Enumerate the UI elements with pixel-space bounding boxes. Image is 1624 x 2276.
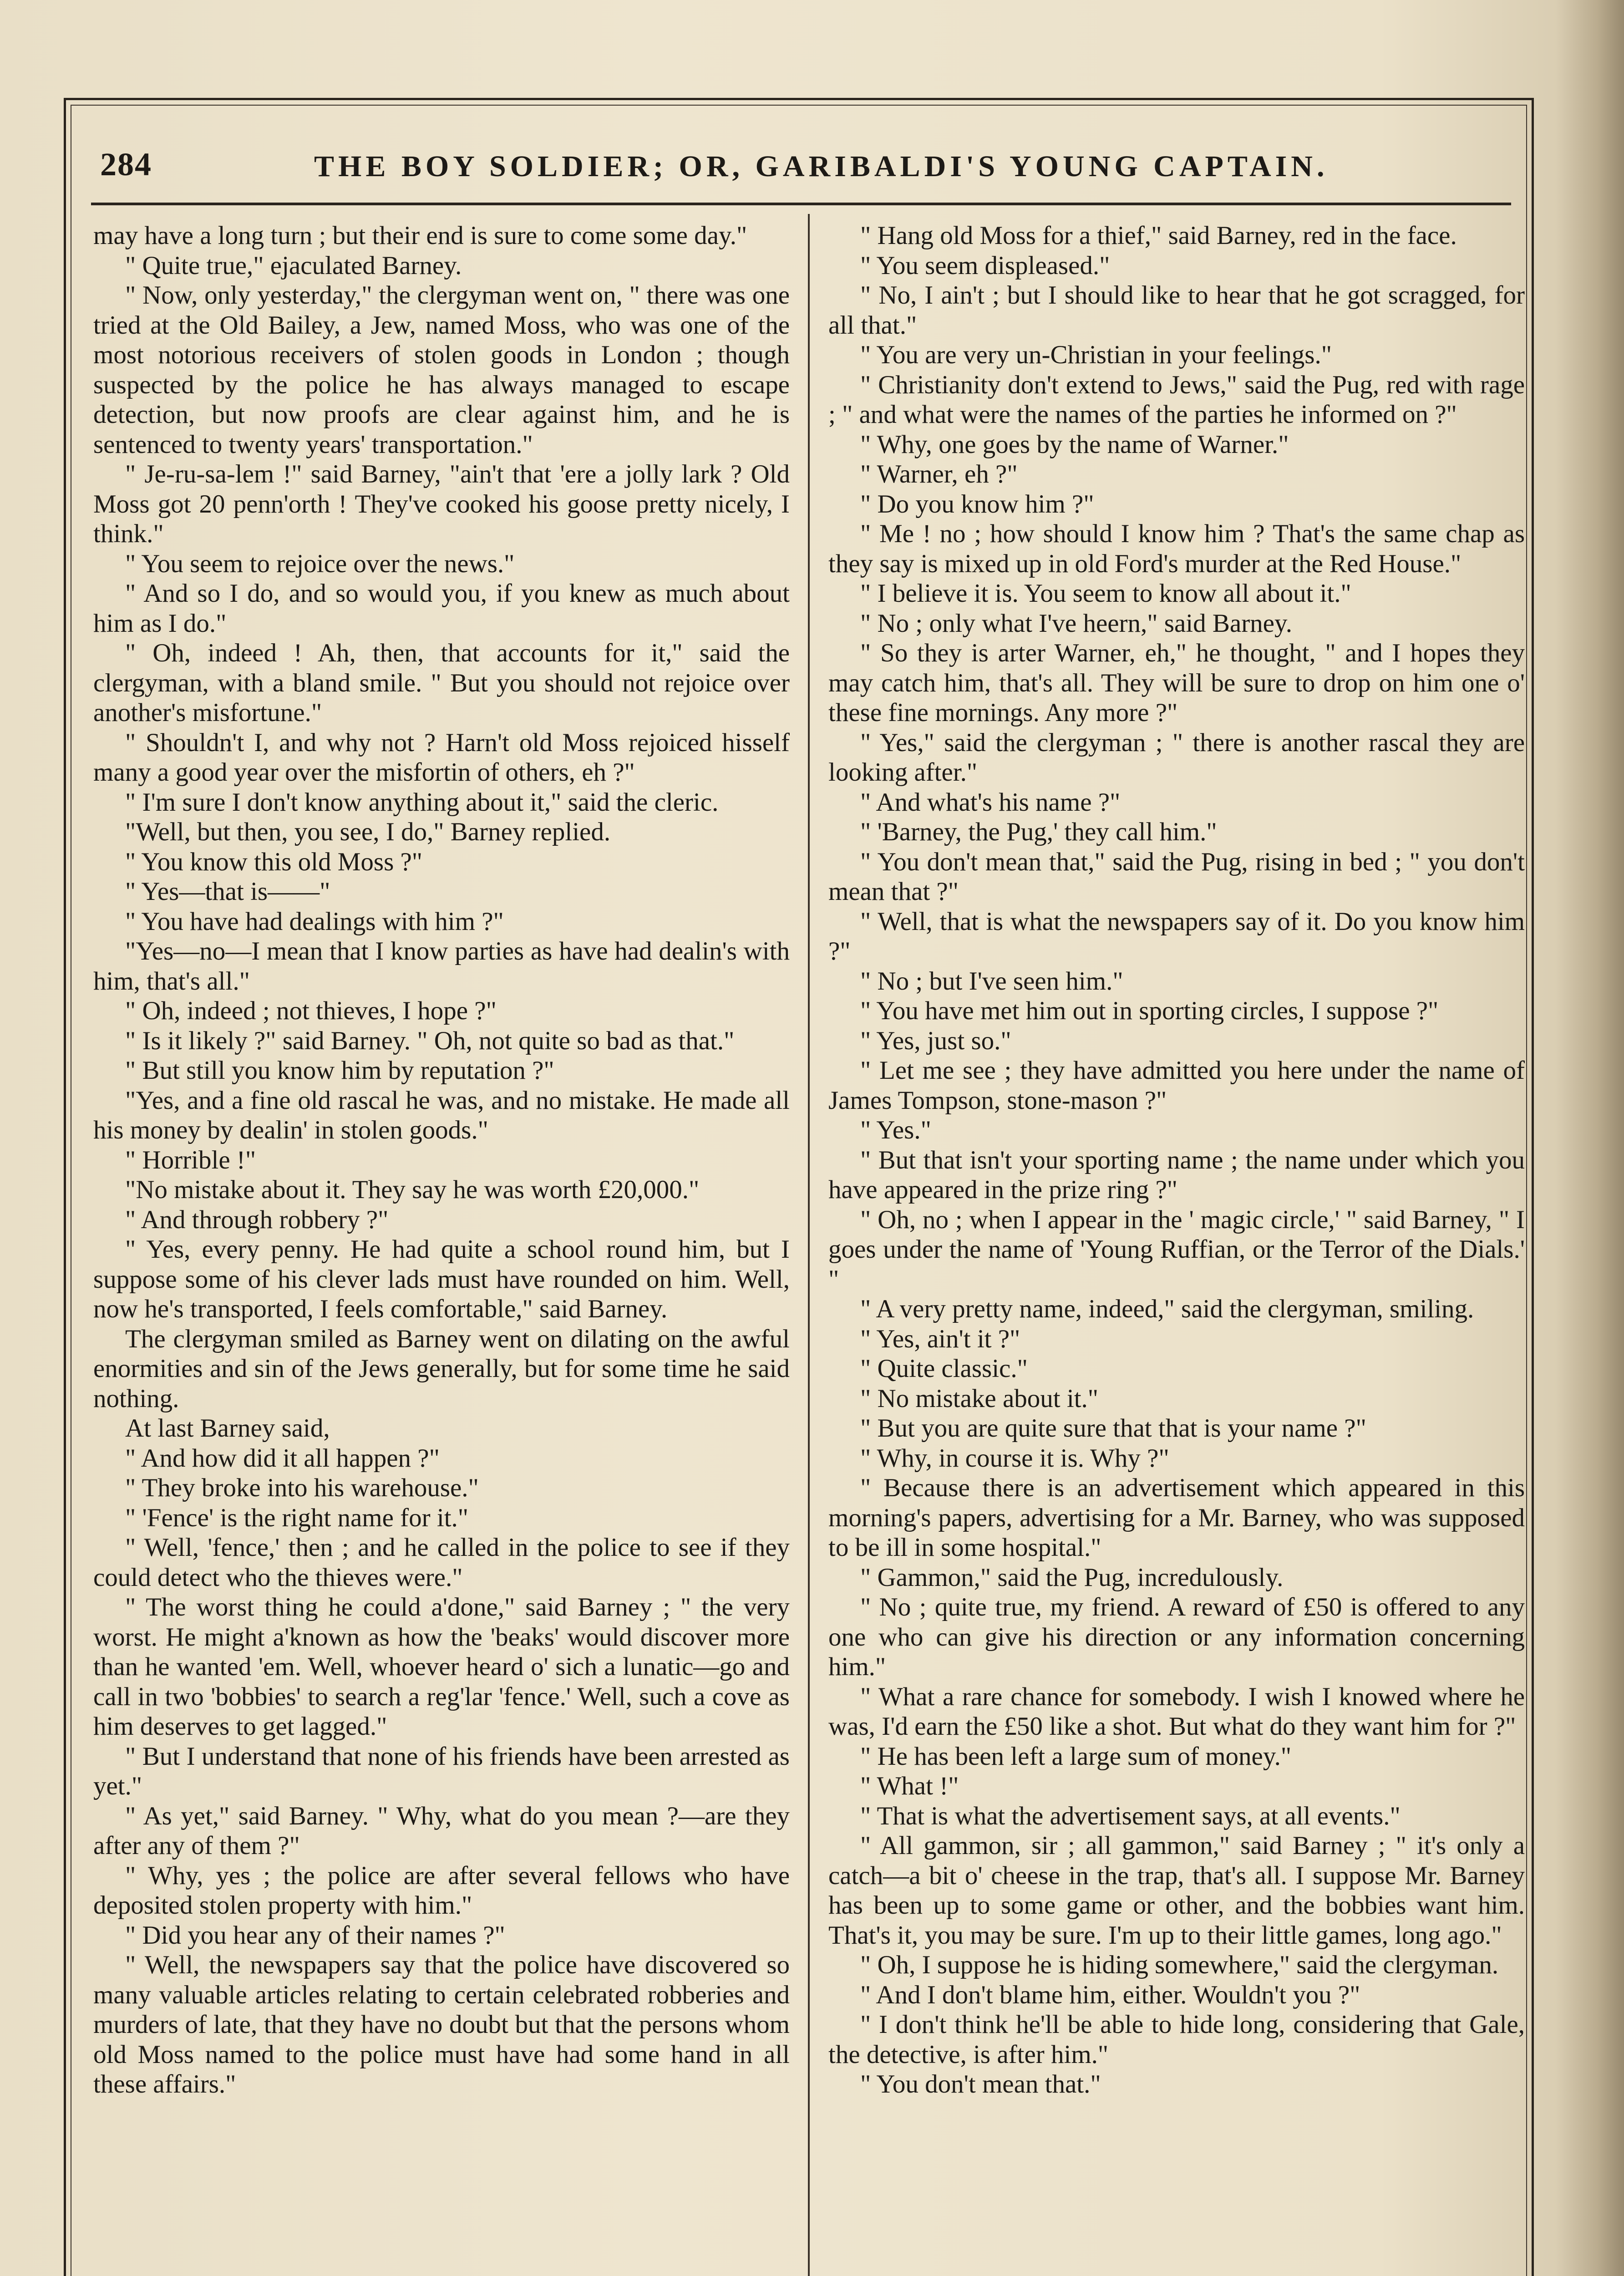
paragraph: " Now, only yesterday," the clergyman went on, " there was one tried at the Old Bailey, a Jew, named Moss, who was one of the most notorious receivers of stolen goods in London ; though suspected by the police he has always managed to escape detection, but now proofs are clear against him, and he is sentenced to twenty years' transportation." [93, 281, 790, 459]
paragraph: " No ; only what I've heern," said Barney. [860, 609, 1293, 638]
paragraph: " Je-ru-sa-lem !" said Barney, "ain't that 'ere a jolly lark ? Old Moss got 20 penn'orth ! They've cooked his goose pretty nicely, I think." [93, 460, 790, 548]
paragraph: " Warner, eh ?" [860, 460, 1018, 488]
paragraph: " He has been left a large sum of money." [860, 1742, 1292, 1771]
paragraph: " Well, the newspapers say that the police have discovered so many valuable articles relating to certain celebrated robberies and murders of late, that they have no doubt but that the persons whom old Moss named to the police must have had some hand in all these affairs." [93, 1951, 790, 2098]
paragraph: " Me ! no ; how should I know him ? That's the same chap as they say is mixed up in old Ford's murder at the Red House." [828, 519, 1525, 578]
paragraph: " Let me see ; they have admitted you here under the name of James Tompson, stone-mason ?" [828, 1056, 1525, 1115]
paragraph: " All gammon, sir ; all gammon," said Barney ; " it's only a catch—a bit o' cheese in the trap, that's all. I suppose Mr. Barney has been up to some game or other, and the bobbies want him. That's it, you may be sure. I'm up to their little games, long ago." [828, 1831, 1525, 1950]
left-column [93, 221, 790, 2276]
paragraph: "Yes—no—I mean that I know parties as have had dealin's with him, that's all." [93, 937, 790, 996]
paragraph: " No mistake about it." [860, 1384, 1099, 1413]
paragraph: " And so I do, and so would you, if you knew as much about him as I do." [93, 579, 790, 638]
paragraph: " Why, yes ; the police are after several fellows who have deposited stolen property with him." [93, 1861, 790, 1920]
paragraph: " And what's his name ?" [860, 787, 1121, 817]
page-header [91, 137, 1502, 200]
paragraph: " Yes, every penny. He had quite a school round him, but I suppose some of his clever lads must have rounded on him. Well, now he's transported, I feels comfortable," said Barney. [93, 1235, 790, 1323]
paragraph: At last Barney said, [125, 1414, 330, 1443]
paragraph: " And how did it all happen ?" [125, 1443, 440, 1473]
page-spine-shadow [1556, 0, 1624, 2276]
paragraph: " But I understand that none of his friends have been arrested as yet." [93, 1742, 790, 1800]
paragraph: " But still you know him by reputation ?" [125, 1056, 554, 1085]
paragraph: " You don't mean that." [860, 2070, 1101, 2098]
paragraph: " No ; but I've seen him." [860, 966, 1123, 996]
paragraph: " You seem to rejoice over the news." [125, 549, 515, 578]
paragraph: " Quite classic." [860, 1354, 1028, 1383]
paragraph: " Why, in course it is. Why ?" [860, 1443, 1169, 1473]
paragraph: " And I don't blame him, either. Wouldn't you ?" [860, 1980, 1360, 2009]
paragraph: " Yes." [860, 1116, 931, 1144]
paragraph: " 'Fence' is the right name for it." [125, 1503, 469, 1532]
paragraph: " Do you know him ?" [860, 489, 1094, 518]
paragraph: " You have met him out in sporting circles, I suppose ?" [860, 996, 1439, 1025]
paragraph: " Well, that is what the newspapers say of it. Do you know him ?" [828, 907, 1525, 965]
paragraph: " Hang old Moss for a thief," said Barney, red in the face. [860, 221, 1457, 250]
paragraph: "Yes, and a fine old rascal he was, and no mistake. He made all his money by dealin' in stolen goods." [93, 1086, 790, 1144]
paragraph: " Is it likely ?" said Barney. " Oh, not quite so bad as that." [125, 1026, 735, 1055]
paragraph: " No, I ain't ; but I should like to hear that he got scragged, for all that." [828, 281, 1525, 340]
paragraph: " Why, one goes by the name of Warner." [860, 430, 1289, 459]
paragraph: " And through robbery ?" [125, 1205, 389, 1234]
paragraph: " You know this old Moss ?" [125, 847, 423, 876]
paragraph: " You are very un-Christian in your feelings." [860, 340, 1332, 369]
column-divider [808, 214, 810, 2276]
paragraph: " A very pretty name, indeed," said the clergyman, smiling. [860, 1295, 1474, 1323]
paragraph: " The worst thing he could a'done," said Barney ; " the very worst. He might a'known as how the 'beaks' would discover more than he wanted 'em. Well, whoever heard o' sich a lunatic—go and call in two 'bobbies' to search a reg'lar 'fence.' Well, such a cove as him deserves to get lagged." [93, 1593, 790, 1741]
paragraph: " You don't mean that," said the Pug, rising in bed ; " you don't mean that ?" [828, 847, 1525, 906]
paragraph: " Oh, I suppose he is hiding somewhere," said the clergyman. [860, 1951, 1499, 1979]
paragraph: " What a rare chance for somebody. I wish I knowed where he was, I'd earn the £50 like a shot. But what do they want him for ?" [828, 1682, 1525, 1741]
paragraph: " But you are quite sure that that is your name ?" [860, 1414, 1366, 1443]
paragraph: " Horrible !" [125, 1145, 256, 1174]
paragraph: " As yet," said Barney. " Why, what do you mean ?—are they after any of them ?" [93, 1801, 790, 1860]
paragraph: " They broke into his warehouse." [125, 1473, 479, 1502]
paragraph: " I don't think he'll be able to hide long, considering that Gale, the detective, is after him." [828, 2010, 1525, 2069]
paragraph: " So they is arter Warner, eh," he thought, " and I hopes they may catch him, that's all. They will be sure to drop on him one o' these fine mornings. Any more ?" [828, 639, 1525, 727]
paragraph: " Yes—that is——" [125, 877, 330, 906]
paragraph: " What !" [860, 1772, 959, 1800]
paragraph: " No ; quite true, my friend. A reward of £50 is offered to any one who can give his direction or any information concerning him." [828, 1593, 1525, 1681]
paragraph: " Shouldn't I, and why not ? Harn't old Moss rejoiced hisself many a good year over the misfortin of others, eh ?" [93, 728, 790, 787]
paragraph: " Quite true," ejaculated Barney. [125, 251, 462, 280]
paragraph: "Well, but then, you see, I do," Barney replied. [125, 818, 611, 846]
paragraph: " You seem displeased." [860, 251, 1110, 280]
paragraph: " That is what the advertisement says, at all events." [860, 1801, 1401, 1830]
header-rule [91, 203, 1511, 205]
paragraph: " Christianity don't extend to Jews," said the Pug, red with rage ; " and what were the names of the parties he informed on ?" [828, 370, 1525, 429]
paragraph: " Yes," said the clergyman ; " there is another rascal they are looking after." [828, 728, 1525, 787]
paragraph: " Oh, indeed ; not thieves, I hope ?" [125, 996, 497, 1025]
paragraph: " I believe it is. You seem to know all about it." [860, 579, 1351, 608]
paragraph: " Yes, ain't it ?" [860, 1324, 1020, 1353]
paragraph: " Because there is an advertisement which appeared in this morning's papers, advertising for a Mr. Barney, who was supposed to be ill in some hospital." [828, 1473, 1525, 1562]
paragraph: " Did you hear any of their names ?" [125, 1920, 505, 1950]
paragraph: " Oh, no ; when I appear in the ' magic circle,' " said Barney, " I goes under the name of 'Young Ruffian, or the Terror of the Dials.' " [828, 1205, 1525, 1294]
paragraph: " 'Barney, the Pug,' they call him." [860, 818, 1217, 846]
running-title: THE BOY SOLDIER; OR, GARIBALDI'S YOUNG CAPTAIN. [314, 150, 1329, 183]
paragraph: " But that isn't your sporting name ; the name under which you have appeared in the prize ring ?" [828, 1145, 1525, 1204]
page-number: 284 [100, 146, 152, 183]
paragraph: " I'm sure I don't know anything about it," said the cleric. [125, 787, 719, 817]
right-column [828, 221, 1525, 2276]
paragraph: The clergyman smiled as Barney went on dilating on the awful enormities and sin of the Jews generally, but for some time he said nothing. [93, 1324, 790, 1413]
paragraph: " Well, 'fence,' then ; and he called in the police to see if they could detect who the thieves were." [93, 1533, 790, 1592]
paragraph: " Gammon," said the Pug, incredulously. [860, 1563, 1284, 1592]
paragraph: " Yes, just so." [860, 1026, 1011, 1055]
paragraph: may have a long turn ; but their end is sure to come some day." [93, 221, 747, 250]
paragraph: "No mistake about it. They say he was worth £20,000." [125, 1175, 700, 1204]
paragraph: " You have had dealings with him ?" [125, 907, 504, 936]
paragraph: " Oh, indeed ! Ah, then, that accounts for it," said the clergyman, with a bland smile. " But you should not rejoice over another's misfortune." [93, 639, 790, 727]
